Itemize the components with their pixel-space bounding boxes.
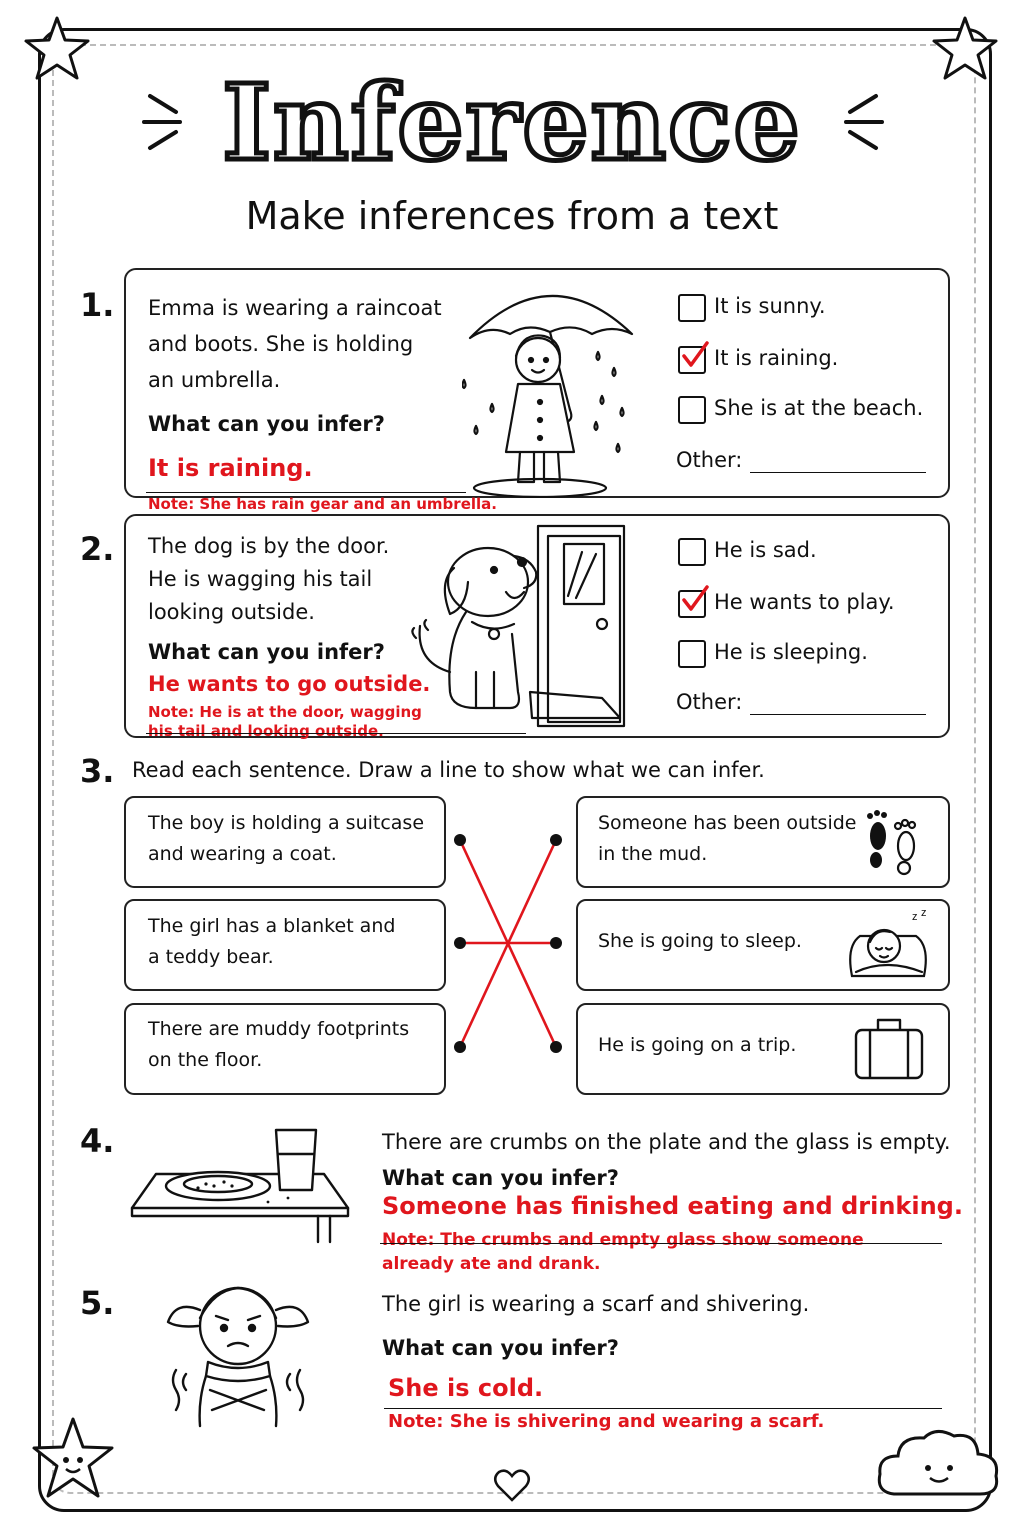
question-number: 5. (80, 1284, 115, 1322)
answer-text: It is raining. (148, 454, 313, 482)
passage-line: There are crumbs on the plate and the glass is empty. (382, 1130, 951, 1154)
option-label: It is raining. (714, 346, 839, 370)
other-label: Other: (676, 690, 743, 714)
question-number: 1. (80, 286, 115, 324)
answer-note: Note: The crumbs and empty glass show someone (382, 1230, 864, 1250)
shivering-girl-illustration (158, 1270, 318, 1428)
match-left-line: There are muddy footprints (148, 1018, 410, 1040)
match-right-line: in the mud. (598, 843, 708, 865)
other-label: Other: (676, 448, 743, 472)
answer-note: already ate and drank. (382, 1254, 601, 1274)
answer-note: Note: She has rain gear and an umbrella. (148, 495, 497, 513)
passage-line: and boots. She is holding (148, 332, 414, 356)
answer-note: Note: He is at the door, wagging (148, 703, 422, 721)
match-dot[interactable] (454, 937, 466, 949)
match-dot[interactable] (550, 1041, 562, 1053)
match-left-line: The boy is holding a suitcase (148, 812, 425, 834)
match-right-line: She is going to sleep. (598, 930, 802, 952)
option-label: He is sleeping. (714, 640, 868, 664)
option-label: He is sad. (714, 538, 817, 562)
match-dot[interactable] (550, 937, 562, 949)
answer-text: He wants to go outside. (148, 672, 431, 696)
passage-line: He is wagging his tail (148, 567, 373, 591)
option-label: It is sunny. (714, 294, 826, 318)
passage-line: an umbrella. (148, 368, 281, 392)
worksheet-title: Inference (222, 61, 802, 184)
answer-text: She is cold. (388, 1374, 544, 1402)
match-right-line: Someone has been outside (598, 812, 857, 834)
plate-and-glass-illustration (128, 1124, 352, 1246)
passage-line: Emma is wearing a raincoat (148, 296, 442, 320)
matching-instruction: Read each sentence. Draw a line to show what we can infer. (132, 758, 765, 782)
question-prompt: What can you infer? (148, 640, 385, 664)
question-number: 4. (80, 1122, 115, 1160)
svg-text:z: z (921, 907, 927, 919)
question-number: 2. (80, 530, 115, 568)
question-prompt: What can you infer? (382, 1166, 619, 1190)
question-prompt: What can you infer? (148, 412, 385, 436)
worksheet-subtitle: Make inferences from a text (245, 194, 779, 238)
svg-text:z: z (912, 911, 918, 923)
answer-note: Note: She is shivering and wearing a scarf. (388, 1411, 825, 1432)
passage-line: The dog is by the door. (148, 534, 390, 558)
answer-line (384, 1408, 942, 1409)
match-dot[interactable] (454, 1041, 466, 1053)
option-label: He wants to play. (714, 590, 895, 614)
answer-text: Someone has finished eating and drinking. (382, 1192, 963, 1220)
match-left-line: on the floor. (148, 1049, 263, 1071)
match-left-line: The girl has a blanket and (148, 915, 396, 937)
match-left-line: a teddy bear. (148, 946, 274, 968)
answer-note: his tail and looking outside. (148, 722, 384, 740)
answer-line (380, 1243, 942, 1244)
passage-line: looking outside. (148, 600, 315, 624)
option-label: She is at the beach. (714, 396, 924, 420)
match-right-line: He is going on a trip. (598, 1034, 797, 1056)
match-dot[interactable] (550, 834, 562, 846)
question-prompt: What can you infer? (382, 1336, 619, 1360)
match-left-line: and wearing a coat. (148, 843, 337, 865)
question-number: 3. (80, 752, 115, 790)
match-dot[interactable] (454, 834, 466, 846)
passage-line: The girl is wearing a scarf and shivering. (382, 1292, 810, 1316)
